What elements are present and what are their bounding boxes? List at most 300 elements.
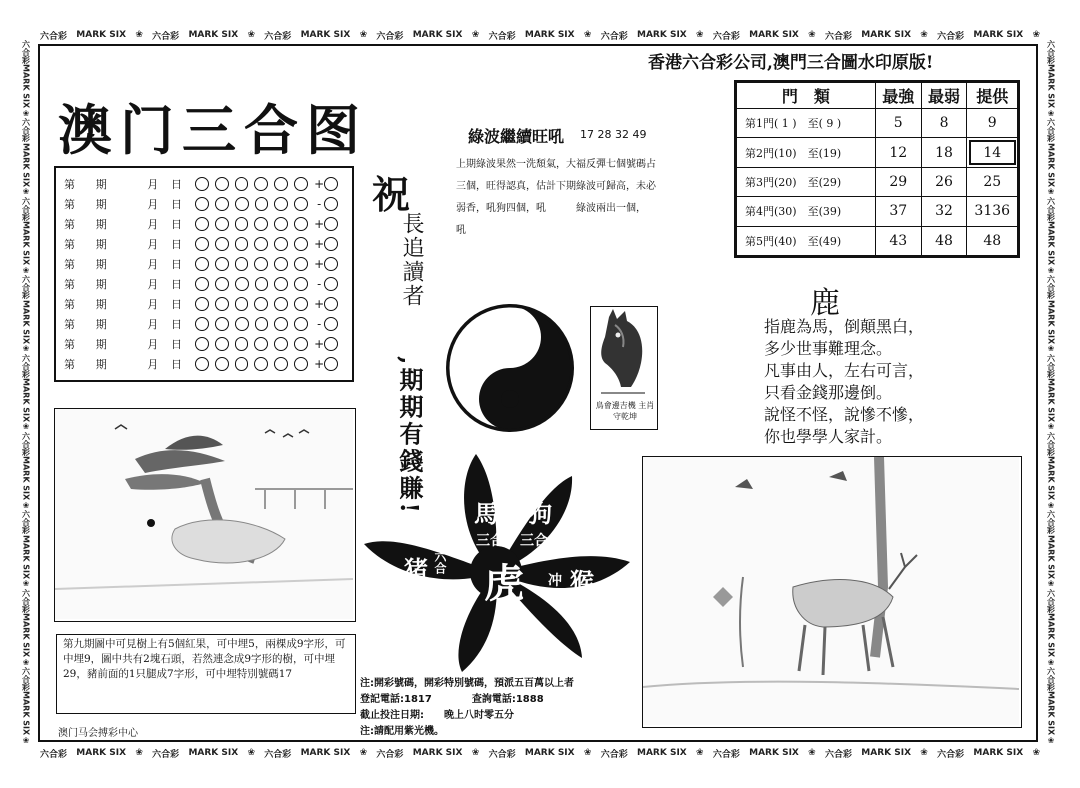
min-cell: 8 — [921, 109, 967, 138]
period-label-month: 月 — [147, 298, 159, 311]
period-label-qi: 期 — [95, 338, 107, 351]
period-label-qi: 期 — [95, 258, 107, 271]
offer-cell: 9 — [967, 109, 1018, 138]
number-circle — [195, 277, 209, 291]
border-text: 六合彩 — [712, 749, 740, 760]
number-circle — [254, 217, 268, 231]
tip-body — [456, 154, 696, 242]
period-label-di: 第 — [64, 338, 75, 351]
special-number-circle — [324, 197, 338, 211]
border-text: MARK SIX — [973, 748, 1024, 758]
border-bottom — [40, 746, 1040, 760]
period-label-day: 日 — [171, 298, 182, 311]
border-text: 六合彩 — [21, 275, 31, 300]
gate-cell: 第5門(40) 至(49) — [737, 226, 876, 255]
header-offer: 提供 — [967, 83, 1018, 109]
period-label-month: 月 — [147, 198, 159, 211]
period-label-di: 第 — [64, 218, 75, 231]
gate-cell: 第4門(30) 至(39) — [737, 197, 876, 226]
main-title: 澳门三合图 — [58, 99, 368, 162]
border-text: MARK SIX — [1046, 456, 1056, 501]
special-number-circle — [324, 237, 338, 251]
border-flower-icon: ❀ — [1032, 30, 1040, 40]
blessing-line-2: ,期期有錢賺! — [395, 356, 424, 516]
number-circle — [274, 317, 288, 331]
border-flower-icon: ❀ — [21, 579, 31, 589]
border-top — [40, 28, 1040, 42]
offer-cell: 25 — [967, 167, 1018, 196]
tip-line: 上期綠波果然一洗頹氣，大福反彈七個號碼占 — [456, 159, 656, 170]
special-number-circle — [324, 337, 338, 351]
border-flower-icon: ❀ — [21, 187, 31, 197]
border-flower-icon: ❀ — [808, 748, 816, 758]
period-label-di: 第 — [64, 278, 75, 291]
number-circle — [235, 357, 249, 371]
period-label-qi: 期 — [95, 218, 107, 231]
period-label-qi: 期 — [95, 238, 107, 251]
number-circle — [274, 257, 288, 271]
border-text: 六合彩 — [21, 40, 31, 64]
number-circle — [235, 217, 249, 231]
border-flower-icon: ❀ — [135, 30, 143, 40]
period-row — [64, 194, 344, 214]
special-number-circle — [324, 277, 338, 291]
border-flower-icon: ❀ — [359, 30, 368, 40]
border-text: 六合彩 — [40, 31, 68, 42]
period-row — [64, 314, 344, 334]
border-text: MARK SIX — [188, 748, 239, 758]
period-label-day: 日 — [171, 278, 183, 291]
blessing-big: 祝 — [372, 172, 411, 217]
period-label-day: 日 — [171, 198, 183, 211]
number-circle — [235, 277, 249, 291]
number-circle — [274, 177, 288, 191]
border-text: MARK SIX — [300, 748, 351, 758]
border-flower-icon: ❀ — [583, 748, 592, 758]
number-circle — [294, 277, 308, 291]
period-label-di: 第 — [64, 178, 75, 191]
number-circle — [235, 177, 249, 191]
border-text: 六合彩 — [824, 31, 852, 42]
flower-monkey: 猴 — [570, 567, 594, 596]
number-circle — [294, 357, 308, 371]
number-circle — [195, 197, 209, 211]
border-text: MARK SIX — [749, 30, 799, 40]
border-text: 六合彩 — [600, 31, 628, 42]
border-text: 六合彩 — [937, 749, 965, 760]
number-circle — [294, 337, 308, 351]
period-label-day: 日 — [171, 318, 183, 331]
border-text: 六合彩 — [1046, 196, 1056, 221]
tip-line: 吼 — [456, 225, 486, 236]
border-text: 六合彩 — [1046, 118, 1056, 143]
border-flower-icon: ❀ — [1046, 344, 1056, 354]
table-row — [737, 226, 1018, 255]
border-text: 六合彩 — [376, 31, 404, 42]
border-text: 六合彩 — [21, 667, 31, 691]
tip-line: 弱香，吼狗四個，吼 綠波兩出一個， — [456, 203, 646, 214]
number-circle — [274, 217, 288, 231]
border-text: MARK SIX — [861, 748, 912, 758]
number-circle — [255, 277, 269, 291]
border-text: MARK SIX — [300, 30, 351, 40]
border-text: 六合彩 — [488, 31, 516, 42]
period-label-di: 第 — [64, 358, 75, 371]
table-row — [737, 197, 1018, 226]
number-circle — [195, 237, 209, 251]
border-text: MARK SIX — [1046, 377, 1056, 423]
period-row — [64, 354, 344, 374]
period-sign: - — [317, 317, 322, 331]
poem-line: 指鹿為馬，倒顛黑白， — [764, 317, 925, 336]
period-label-day: 日 — [171, 338, 182, 351]
period-label-month: 月 — [147, 218, 159, 231]
border-text: 六合彩 — [21, 353, 31, 378]
border-text: 六合彩 — [21, 431, 31, 456]
special-number-circle — [324, 257, 338, 271]
number-circle — [215, 277, 229, 291]
company-note: 香港六合彩公司,澳門三合圖水印原版! — [648, 53, 934, 73]
flower-tiger: 虎 — [484, 560, 524, 607]
number-circle — [254, 237, 268, 251]
number-circle — [195, 357, 209, 371]
border-flower-icon: ❀ — [21, 344, 31, 354]
gate-cell: 第2門(10) 至(19) — [737, 138, 876, 167]
border-flower-icon: ❀ — [696, 748, 704, 758]
number-circle — [215, 317, 229, 331]
border-text: 六合彩 — [1046, 353, 1056, 378]
border-left — [18, 40, 34, 745]
border-text: 六合彩 — [152, 31, 180, 42]
border-text: MARK SIX — [637, 30, 687, 40]
offer-cell: 48 — [967, 226, 1018, 255]
period-row — [64, 294, 344, 314]
period-label-di: 第 — [64, 198, 75, 211]
number-circle — [195, 177, 209, 191]
border-flower-icon: ❀ — [247, 30, 255, 40]
border-text: MARK SIX — [412, 30, 463, 40]
min-cell: 48 — [921, 226, 967, 255]
border-text: 六合彩 — [1046, 667, 1056, 691]
offer-cell: 14 — [967, 138, 1018, 167]
tip-title: 綠波繼續旺吼 — [468, 127, 565, 146]
period-sign: - — [317, 197, 322, 211]
border-flower-icon: ❀ — [1046, 735, 1056, 745]
number-circle — [294, 297, 308, 311]
period-row — [64, 334, 344, 354]
table-row — [737, 167, 1018, 196]
border-flower-icon: ❀ — [920, 748, 928, 758]
period-row — [64, 214, 344, 234]
border-text: 六合彩 — [600, 749, 628, 760]
notice — [360, 676, 574, 740]
border-text: 六合彩 — [376, 749, 404, 760]
period-label-di: 第 — [64, 318, 75, 331]
border-text: MARK SIX — [21, 534, 31, 579]
max-cell: 12 — [875, 138, 921, 167]
border-flower-icon: ❀ — [247, 748, 255, 758]
number-circle — [255, 197, 269, 211]
number-circle — [215, 357, 229, 371]
border-text: MARK SIX — [21, 613, 31, 658]
number-circle — [235, 317, 249, 331]
period-label-month: 月 — [147, 258, 159, 271]
min-cell: 26 — [921, 167, 967, 196]
special-number-circle — [324, 177, 338, 191]
gate-table-grid — [736, 82, 1018, 256]
tip-numbers: 17 28 32 49 — [580, 128, 647, 141]
border-text: MARK SIX — [188, 30, 239, 40]
border-text: MARK SIX — [21, 377, 31, 423]
period-label-month: 月 — [147, 178, 159, 191]
notice-line: 登記電話:1817 查詢電話:1888 — [360, 694, 544, 705]
min-cell: 18 — [921, 138, 967, 167]
poem-line: 凡事由人，左右可言， — [764, 361, 925, 380]
deer-sketch — [643, 457, 1019, 725]
border-text: 六合彩 — [21, 118, 31, 143]
number-circle — [215, 337, 229, 351]
min-cell: 32 — [921, 197, 967, 226]
special-number-circle — [324, 217, 338, 231]
landscape-picture-deer — [642, 456, 1022, 728]
border-text: 六合彩 — [1046, 275, 1056, 300]
border-text: MARK SIX — [1046, 64, 1056, 109]
period-label-qi: 期 — [95, 318, 107, 331]
notice-line: 注:請配用紫光機。 — [360, 726, 444, 737]
border-text: 六合彩 — [937, 31, 965, 42]
number-circle — [294, 177, 308, 191]
border-flower-icon: ❀ — [471, 748, 480, 758]
period-sign: - — [317, 277, 322, 291]
header-max: 最強 — [875, 83, 921, 109]
border-text: 六合彩 — [21, 510, 31, 535]
period-label-qi: 期 — [95, 278, 107, 291]
border-text: 六合彩 — [21, 588, 31, 613]
border-text: MARK SIX — [1046, 221, 1056, 266]
border-flower-icon: ❀ — [1046, 187, 1056, 197]
number-circle — [215, 257, 229, 271]
period-sign: + — [314, 217, 325, 231]
number-circle — [254, 337, 268, 351]
border-text: 六合彩 — [824, 749, 852, 760]
border-flower-icon: ❀ — [21, 657, 31, 667]
number-circle — [274, 237, 288, 251]
period-row — [64, 174, 344, 194]
number-circle — [255, 317, 269, 331]
period-label-month: 月 — [147, 358, 159, 371]
period-label-di: 第 — [64, 298, 75, 311]
number-circle — [215, 197, 229, 211]
period-row — [64, 274, 344, 294]
special-number-circle — [324, 317, 338, 331]
number-circle — [294, 217, 308, 231]
border-flower-icon: ❀ — [135, 748, 143, 758]
border-flower-icon: ❀ — [359, 748, 368, 758]
border-text: 六合彩 — [21, 196, 31, 221]
tree-pig-sketch — [55, 409, 353, 619]
border-right — [1043, 40, 1059, 745]
period-sign: + — [314, 177, 325, 191]
period-label-month: 月 — [147, 318, 159, 331]
period-row — [64, 254, 344, 274]
border-flower-icon: ❀ — [21, 500, 31, 510]
number-circle — [195, 337, 209, 351]
border-flower-icon: ❀ — [21, 265, 31, 275]
table-row — [737, 138, 1018, 167]
number-circle — [195, 217, 209, 231]
period-sign: + — [314, 337, 325, 351]
number-circle — [294, 237, 308, 251]
border-text: 六合彩 — [152, 749, 180, 760]
header-min: 最弱 — [921, 83, 967, 109]
border-flower-icon: ❀ — [1046, 265, 1056, 275]
period-sign: + — [314, 257, 325, 271]
flower-pig: 猪 — [404, 555, 428, 584]
number-circle — [294, 197, 308, 211]
yin-yang-icon — [442, 300, 578, 436]
border-flower-icon: ❀ — [920, 30, 928, 40]
period-label-di: 第 — [64, 238, 75, 251]
border-text: 六合彩 — [1046, 510, 1056, 535]
border-text: MARK SIX — [21, 142, 31, 187]
gate-cell: 第3門(20) 至(29) — [737, 167, 876, 196]
period-sign: + — [314, 357, 325, 371]
poem-line: 說怪不怪，說慘不慘， — [764, 405, 925, 424]
border-text: 六合彩 — [1046, 588, 1056, 613]
number-circle — [215, 297, 229, 311]
number-circle — [274, 357, 288, 371]
border-text: MARK SIX — [76, 30, 127, 40]
horse-caption: 鳥會邊吉機 主肖守乾坤 — [595, 401, 655, 421]
border-text: 六合彩 — [488, 749, 516, 760]
number-circle — [195, 297, 209, 311]
period-label-qi: 期 — [95, 178, 107, 191]
poem-line: 你也學學人家計。 — [764, 427, 893, 446]
number-circle — [215, 217, 229, 231]
horse-head-icon — [591, 307, 655, 399]
notice-line: 注:開彩號碼，開彩特別號碼，預派五百萬以上者 — [360, 678, 574, 689]
period-grid — [54, 166, 354, 382]
border-text: MARK SIX — [1046, 299, 1056, 344]
border-text: MARK SIX — [524, 748, 575, 758]
period-label-day: 日 — [171, 258, 182, 271]
border-flower-icon: ❀ — [1032, 748, 1040, 758]
hint-box: 第九期圖中可見樹上有5個紅果，可中埋5，兩棵成9字形，可中埋9，圖中共有2塊石頭，若然連念成9字形的樹，可中埋29，豬前面的1只腿成7字形，可中埋特別號碼17 — [56, 634, 356, 714]
number-circle — [254, 357, 268, 371]
border-flower-icon: ❀ — [1046, 422, 1056, 432]
number-circle — [254, 297, 268, 311]
border-text: MARK SIX — [637, 748, 687, 758]
gate-table — [734, 80, 1020, 258]
border-text: MARK SIX — [1046, 534, 1056, 579]
number-circle — [294, 257, 308, 271]
border-text: MARK SIX — [21, 456, 31, 501]
border-text: MARK SIX — [861, 30, 912, 40]
special-number-circle — [324, 357, 338, 371]
max-cell: 29 — [875, 167, 921, 196]
table-row — [737, 109, 1018, 138]
border-flower-icon: ❀ — [471, 30, 480, 40]
flower-liuhe: 六合 — [433, 550, 447, 574]
border-flower-icon: ❀ — [696, 30, 704, 40]
border-text: 六合彩 — [264, 31, 292, 42]
flower-sanhe-2: 三合 — [520, 533, 548, 549]
border-flower-icon: ❀ — [1046, 657, 1056, 667]
border-text: 六合彩 — [40, 749, 68, 760]
period-label-qi: 期 — [95, 358, 107, 371]
max-cell: 37 — [875, 197, 921, 226]
number-circle — [274, 277, 288, 291]
number-circle — [195, 317, 209, 331]
period-label-month: 月 — [147, 338, 159, 351]
period-label-month: 月 — [147, 238, 159, 251]
offer-cell: 3136 — [967, 197, 1018, 226]
number-circle — [274, 337, 288, 351]
border-text: MARK SIX — [21, 221, 31, 266]
border-flower-icon: ❀ — [21, 422, 31, 432]
border-text: MARK SIX — [1046, 142, 1056, 187]
header-gate: 門 類 — [737, 83, 876, 109]
number-circle — [215, 237, 229, 251]
center-name: 澳门马会搏彩中心 — [58, 728, 138, 739]
number-circle — [195, 257, 209, 271]
number-circle — [235, 257, 249, 271]
number-circle — [294, 317, 308, 331]
flower-chong: 冲 — [548, 573, 562, 589]
period-label-day: 日 — [171, 218, 182, 231]
flower-sanhe-1: 三合 — [476, 533, 504, 549]
period-label-day: 日 — [171, 238, 182, 251]
poem-line: 只看金錢那邊倒。 — [764, 383, 893, 402]
period-label-month: 月 — [147, 278, 159, 291]
border-flower-icon: ❀ — [1046, 108, 1056, 118]
border-text: MARK SIX — [412, 748, 463, 758]
border-flower-icon: ❀ — [583, 30, 592, 40]
number-circle — [274, 197, 288, 211]
max-cell: 5 — [875, 109, 921, 138]
border-flower-icon: ❀ — [808, 30, 816, 40]
border-text: 六合彩 — [1046, 431, 1056, 456]
poem-title: 鹿 — [810, 286, 840, 321]
border-text: MARK SIX — [21, 299, 31, 344]
period-sign: + — [314, 237, 325, 251]
border-text: 六合彩 — [264, 749, 292, 760]
border-text: MARK SIX — [973, 30, 1024, 40]
border-flower-icon: ❀ — [21, 108, 31, 118]
number-circle — [274, 297, 288, 311]
poem — [764, 316, 924, 448]
border-text: MARK SIX — [1046, 691, 1056, 736]
gate-cell: 第1門( 1 ) 至( 9 ) — [737, 109, 876, 138]
period-label-qi: 期 — [95, 298, 107, 311]
tip-line: 三個，旺得認真，估計下期綠波可歸高，未必 — [456, 181, 656, 192]
special-number-circle — [324, 297, 338, 311]
number-circle — [254, 257, 268, 271]
number-circle — [254, 177, 268, 191]
period-sign: + — [314, 297, 325, 311]
number-circle — [235, 337, 249, 351]
border-text: MARK SIX — [21, 64, 31, 109]
border-text: 六合彩 — [712, 31, 740, 42]
landscape-picture-tree-pig — [54, 408, 356, 622]
border-flower-icon: ❀ — [21, 735, 31, 745]
flower-horse: 馬 — [474, 499, 498, 528]
number-circle — [235, 297, 249, 311]
period-label-di: 第 — [64, 258, 75, 271]
number-circle — [235, 197, 249, 211]
period-row — [64, 234, 344, 254]
border-text: MARK SIX — [21, 691, 31, 736]
